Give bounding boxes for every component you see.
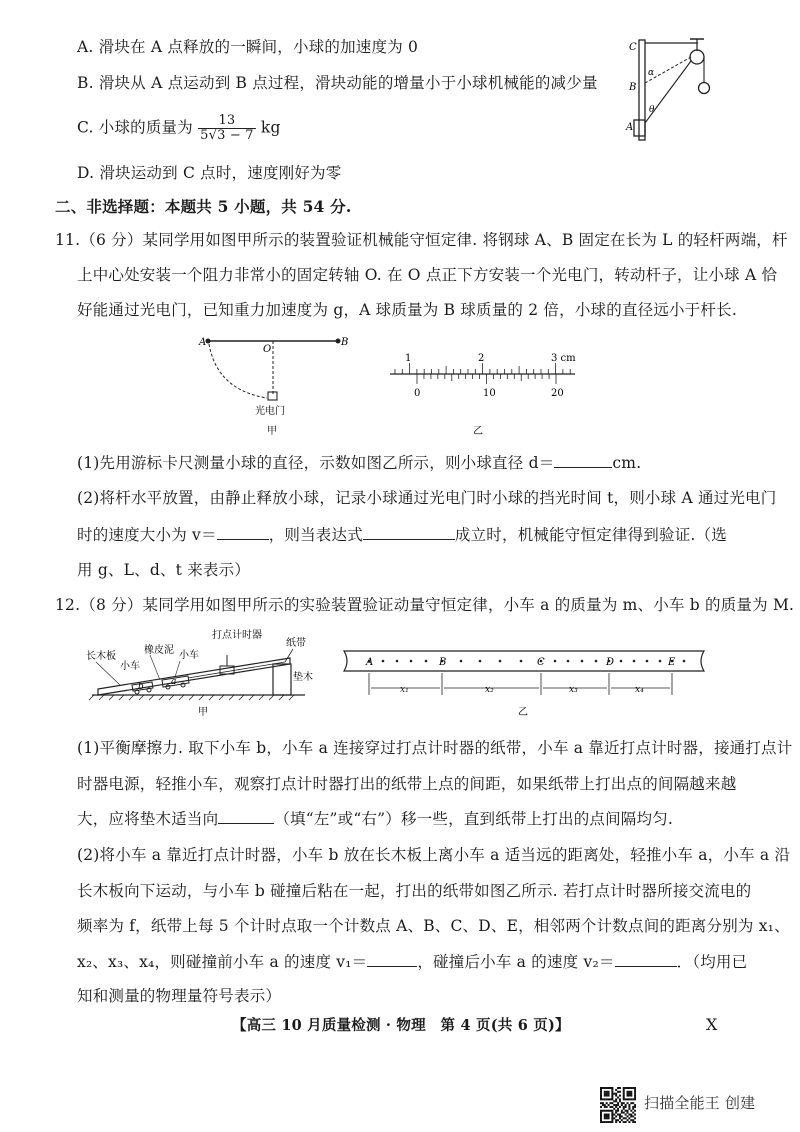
label-a: A xyxy=(199,337,207,348)
footer-mark: X xyxy=(706,1015,718,1034)
caption-jia: 甲 xyxy=(198,707,208,718)
tape-c: C xyxy=(537,657,545,668)
answer-blank-v2[interactable] xyxy=(615,951,677,967)
vernier-10: 10 xyxy=(483,388,496,399)
q11-part2-line1: (2)将杆水平放置，由静止释放小球，记录小球通过光电门时小球的挡光时间 t，则小球 A 通过光电门 xyxy=(77,489,777,507)
label-block: 垫木 xyxy=(293,672,313,683)
tape-d: D xyxy=(606,657,615,668)
main-1: 1 xyxy=(405,353,412,364)
option-c-fraction xyxy=(198,114,256,143)
label-board: 长木板 xyxy=(86,651,116,662)
caption-yi: 乙 xyxy=(518,707,528,718)
label-timer: 打点计时器 xyxy=(212,630,262,641)
q12-part2-line2: 长木板向下运动，与小车 b 碰撞后粘在一起，打出的纸带如图乙所示. 若打点计时器所接交流电的 xyxy=(77,882,752,900)
q12-part1-line2: 时器电源，轻推小车，观察打点计时器打出的纸带上点的间距，如果纸带上打出点的间隔越来越 xyxy=(77,775,737,793)
wood-block xyxy=(273,664,291,695)
label-theta: θ xyxy=(649,105,655,115)
option-c-unit: kg xyxy=(260,118,281,137)
ball-b xyxy=(336,339,341,344)
label-tape: 纸带 xyxy=(286,638,306,649)
label-car-a: 小车 xyxy=(179,650,199,661)
answer-blank-d[interactable] xyxy=(554,452,612,468)
pulley xyxy=(690,50,704,64)
q11-part2-v: 时的速度大小为 v＝ xyxy=(77,526,217,544)
tape-x1: x₁ xyxy=(400,685,409,695)
q11-part2-line2 xyxy=(77,524,727,545)
q12-part2-tail: ．（均用已 xyxy=(676,953,748,971)
answer-blank-expression[interactable] xyxy=(363,524,455,540)
paper-tape xyxy=(188,662,285,678)
label-photogate: 光电门 xyxy=(255,406,285,417)
option-c xyxy=(77,114,281,143)
qr-code-icon xyxy=(600,1087,636,1123)
option-c-prefix: C. 小球的质量为 xyxy=(77,118,193,137)
label-b: B xyxy=(341,337,349,348)
option-c-denominator: 5√3 − 7 xyxy=(200,128,254,143)
swing-path xyxy=(209,344,267,398)
q10-figure xyxy=(620,35,730,150)
answer-blank-direction[interactable] xyxy=(218,808,274,824)
main-3: 3 cm xyxy=(551,353,576,364)
section-heading: 二、非选择题：本题共 5 小题，共 54 分. xyxy=(55,197,352,216)
q11-fig-jia xyxy=(195,332,355,444)
q12-part2-line1: (2)将小车 a 靠近打点计时器，小车 b 放在长木板上离小车 a 适当远的距离处，轻推小车 a，小车 a 沿 xyxy=(77,846,791,864)
label-putty: 橡皮泥 xyxy=(144,645,174,656)
label-o: O xyxy=(263,344,272,355)
q12-part2-line5: 知和测量的物理量符号表示） xyxy=(77,987,282,1005)
option-b: B. 滑块从 A 点运动到 B 点过程，滑块动能的增量小于小球机械能的减少量 xyxy=(77,74,598,92)
q11-line1: 11.（6 分）某同学用如图甲所示的装置验证机械能守恒定律. 将钢球 A、B 固定在长为 L 的轻杆两端，杆 xyxy=(55,231,788,249)
tape-dots xyxy=(368,660,686,663)
q12-part2-line4 xyxy=(77,951,747,972)
label-car-b: 小车 xyxy=(120,661,140,672)
page-footer: 【高三 10 月质量检测 · 物理 第 4 页(共 6 页)】 xyxy=(232,1017,570,1034)
tape-b: B xyxy=(439,657,447,668)
q12-v2-label: ，碰撞后小车 a 的速度 v₂＝ xyxy=(417,953,615,971)
scanner-watermark: 扫描全能王 创建 xyxy=(644,1094,756,1112)
vernier-0: 0 xyxy=(414,388,421,399)
q12-line1: 12.（8 分）某同学用如图甲所示的实验装置验证动量守恒定律，小车 a 的质量为 m、小车 b 的质量为 M. xyxy=(55,596,795,614)
label-b: b xyxy=(138,682,144,692)
tape-x4: x₄ xyxy=(635,685,644,695)
q12-v1-label: x₂、x₃、x₄，则碰撞前小车 a 的速度 v₁＝ xyxy=(77,953,368,971)
caption-yi: 乙 xyxy=(473,426,483,437)
option-c-numerator: 13 xyxy=(198,114,256,129)
label-a: A xyxy=(626,122,634,133)
option-a: A. 滑块在 A 点释放的一瞬间，小球的加速度为 0 xyxy=(77,38,419,56)
q11-part1-unit: cm. xyxy=(612,454,642,472)
tape-a: A xyxy=(366,657,374,668)
q12-part1-text: 大，应将垫木适当向 xyxy=(77,810,219,828)
q12-fig-yi xyxy=(336,647,711,722)
ball xyxy=(699,83,710,94)
label-a: a xyxy=(171,677,177,687)
q11-fig-yi xyxy=(385,344,585,444)
q12-fig-jia xyxy=(80,622,330,722)
q11-part1-text: (1)先用游标卡尺测量小球的直径，示数如图乙所示，则小球直径 d＝ xyxy=(77,454,555,472)
tape-e: E xyxy=(668,657,676,668)
caption-jia: 甲 xyxy=(267,426,277,437)
q11-part2-expr: ，则当表达式 xyxy=(268,526,363,544)
label-b: B xyxy=(629,82,637,93)
answer-blank-v[interactable] xyxy=(217,524,269,540)
q12-part1-line3 xyxy=(77,808,673,829)
label-alpha: α xyxy=(648,68,655,78)
label-c: C xyxy=(629,42,637,53)
tape-x3: x₃ xyxy=(569,685,578,695)
q12-part2-line3: 频率为 f，纸带上每 5 个计时点取一个计数点 A、B、C、D、E，相邻两个计数点间的距离分别为 x₁、 xyxy=(77,917,790,935)
q11-part2-tail: 成立时，机械能守恒定律得到验证.（选 xyxy=(454,526,727,544)
main-2: 2 xyxy=(478,353,485,364)
q11-line3: 好能通过光电门，已知重力加速度为 g，A 球质量为 B 球质量的 2 倍，小球的直径远小于杆长. xyxy=(77,301,737,319)
option-d: D. 滑块运动到 C 点时，速度刚好为零 xyxy=(77,164,342,182)
vernier-20: 20 xyxy=(551,388,564,399)
q11-part1 xyxy=(77,452,641,473)
ball-a xyxy=(206,339,211,344)
tape-x2: x₂ xyxy=(485,685,494,695)
q12-part1-tail: （填“左”或“右”）移一些，直到纸带上打出的点间隔均匀. xyxy=(274,810,674,828)
rod xyxy=(639,40,645,140)
answer-blank-v1[interactable] xyxy=(367,951,417,967)
q11-line2: 上中心处安装一个阻力非常小的固定转轴 O. 在 O 点正下方安装一个光电门，转动杆子，让小球 A 恰 xyxy=(77,266,778,284)
q11-part2-line3: 用 g、L、d、t 来表示） xyxy=(77,561,251,579)
q12-part1-line1: (1)平衡摩擦力. 取下小车 b，小车 a 连接穿过打点计时器的纸带，小车 a 靠近打点计时器，接通打点计 xyxy=(77,739,793,757)
